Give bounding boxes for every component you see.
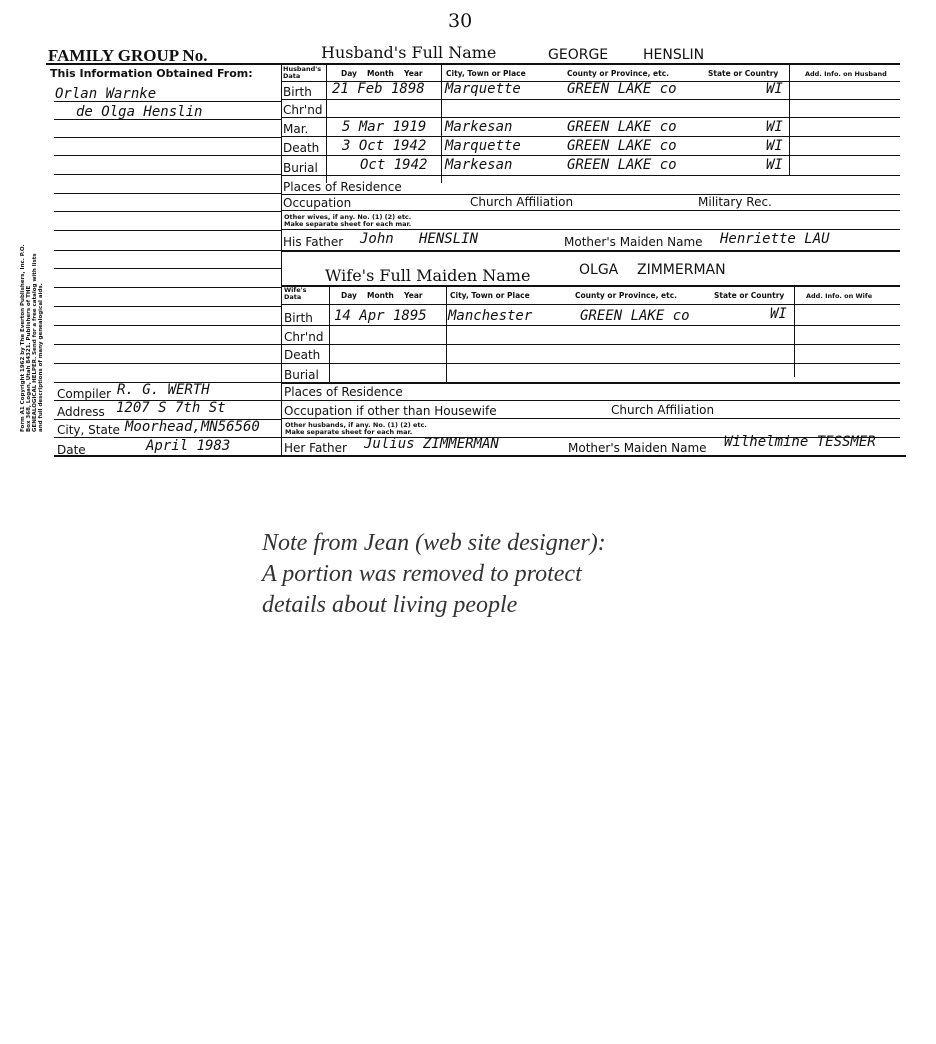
places-of-residence-label: Places of Residence — [283, 180, 402, 194]
event-state: WI — [766, 81, 783, 97]
event-date: 21 Feb 1898 — [332, 81, 425, 97]
event-label: Death — [283, 141, 320, 155]
compile-date: April 1983 — [146, 438, 231, 454]
address: 1207 S 7th St — [116, 400, 226, 416]
wife-col-county: County or Province, etc. — [575, 291, 677, 300]
her-mother-label: Mother's Maiden Name — [568, 441, 707, 455]
col-month: Month — [367, 69, 394, 78]
col-day: Day — [341, 69, 357, 78]
event-city: Markesan — [445, 119, 513, 135]
city-state-label: City, State — [57, 423, 120, 437]
wife-col-year: Year — [404, 291, 423, 300]
event-label: Chr'nd — [283, 103, 323, 117]
event-label: Burial — [284, 368, 319, 382]
event-state: WI — [766, 138, 783, 154]
wife-col-month: Month — [367, 291, 394, 300]
obtained-from-line-2: de Olga Henslin — [76, 104, 203, 120]
compiler-label: Compiler — [57, 387, 112, 401]
wife-col-state: State or Country — [714, 291, 785, 300]
event-label: Burial — [283, 161, 318, 175]
event-state: WI — [766, 157, 783, 173]
address-label: Address — [57, 405, 105, 419]
his-father: John HENSLIN — [360, 231, 479, 247]
event-date: 14 Apr 1895 — [334, 308, 427, 324]
event-county: GREEN LAKE co — [567, 157, 677, 173]
event-city: Markesan — [445, 157, 513, 173]
event-state: WI — [770, 306, 787, 322]
form-title: FAMILY GROUP No. — [48, 46, 208, 65]
wife-col-city: City, Town or Place — [450, 291, 530, 300]
wife-given-name: OLGA — [579, 262, 619, 278]
his-mother: Henriette LAU — [720, 231, 830, 247]
event-state: WI — [766, 119, 783, 135]
other-husbands-label-1: Other husbands, if any. No. (1) (2) etc. — [285, 421, 427, 429]
event-label: Death — [284, 348, 321, 362]
event-date: Oct 1942 — [360, 157, 428, 173]
other-wives-label-2: Make separate sheet for each mar. — [284, 220, 412, 228]
other-wives-label-1: Other wives, if any. No. (1) (2) etc. — [284, 213, 412, 221]
wife-name-label: Wife's Full Maiden Name — [325, 266, 531, 285]
wife-col-day: Day — [341, 291, 357, 300]
event-label: Birth — [284, 311, 313, 325]
event-city: Manchester — [448, 308, 533, 324]
event-label: Mar. — [283, 122, 309, 136]
wife-data-label: Wife's Data — [284, 286, 307, 301]
note-line-1: Note from Jean (web site designer): — [262, 530, 606, 556]
event-label: Chr'nd — [284, 330, 324, 344]
obtained-from-line-1: Orlan Warnke — [55, 86, 157, 102]
event-county: GREEN LAKE co — [567, 119, 677, 135]
event-date: 5 Mar 1919 — [342, 119, 427, 135]
event-city: Marquette — [445, 138, 521, 154]
wife-col-add: Add. Info. on Wife — [806, 292, 873, 300]
copyright-text: Form A1 Copyright 1962 by The Everton Publishers, Inc. P.O. Box 368, Logan, Utah 84321. Publishers of THE GENEALOGICAL HELPER. Send for a free catalog with lists and full descriptions of many genealogical aids. — [20, 244, 44, 432]
date-label: Date — [57, 443, 86, 457]
wife-surname: ZIMMERMAN — [637, 262, 726, 278]
compiler: R. G. WERTH — [117, 382, 210, 398]
designer-note — [262, 528, 606, 621]
her-father: Julius ZIMMERMAN — [364, 436, 499, 452]
event-date: 3 Oct 1942 — [342, 138, 427, 154]
his-mother-label: Mother's Maiden Name — [564, 235, 703, 249]
husband-name-label: Husband's Full Name — [321, 43, 497, 62]
event-county: GREEN LAKE co — [567, 81, 677, 97]
her-mother: Wilhelmine TESSMER — [724, 434, 876, 450]
col-state: State or Country — [708, 69, 779, 78]
his-father-label: His Father — [283, 235, 344, 249]
her-father-label: Her Father — [284, 441, 347, 455]
obtained-from-label: This Information Obtained From: — [50, 67, 253, 80]
wife-occupation-label: Occupation if other than Housewife — [284, 404, 497, 418]
church-affiliation-label: Church Affiliation — [470, 195, 574, 209]
husband-given-name: GEORGE — [548, 47, 609, 63]
wife-church-affiliation-label: Church Affiliation — [611, 403, 715, 417]
event-county: GREEN LAKE co — [580, 308, 690, 324]
husband-data-label: Husband's Data — [283, 65, 322, 80]
col-add-husband: Add. Info. on Husband — [805, 70, 887, 78]
occupation-label: Occupation — [283, 196, 352, 210]
event-city: Marquette — [445, 81, 521, 97]
col-county: County or Province, etc. — [567, 69, 669, 78]
other-husbands-label-2: Make separate sheet for each mar. — [285, 428, 413, 436]
note-line-2: A portion was removed to protect — [262, 561, 582, 587]
military-rec-label: Military Rec. — [698, 195, 772, 209]
city-state: Moorhead,MN56560 — [125, 419, 260, 435]
event-label: Birth — [283, 85, 312, 99]
wife-places-of-residence-label: Places of Residence — [284, 385, 403, 399]
event-county: GREEN LAKE co — [567, 138, 677, 154]
note-line-3: details about living people — [262, 592, 518, 618]
col-city: City, Town or Place — [446, 69, 526, 78]
husband-surname: HENSLIN — [643, 47, 705, 63]
col-year: Year — [404, 69, 423, 78]
page-number: 30 — [448, 10, 473, 32]
